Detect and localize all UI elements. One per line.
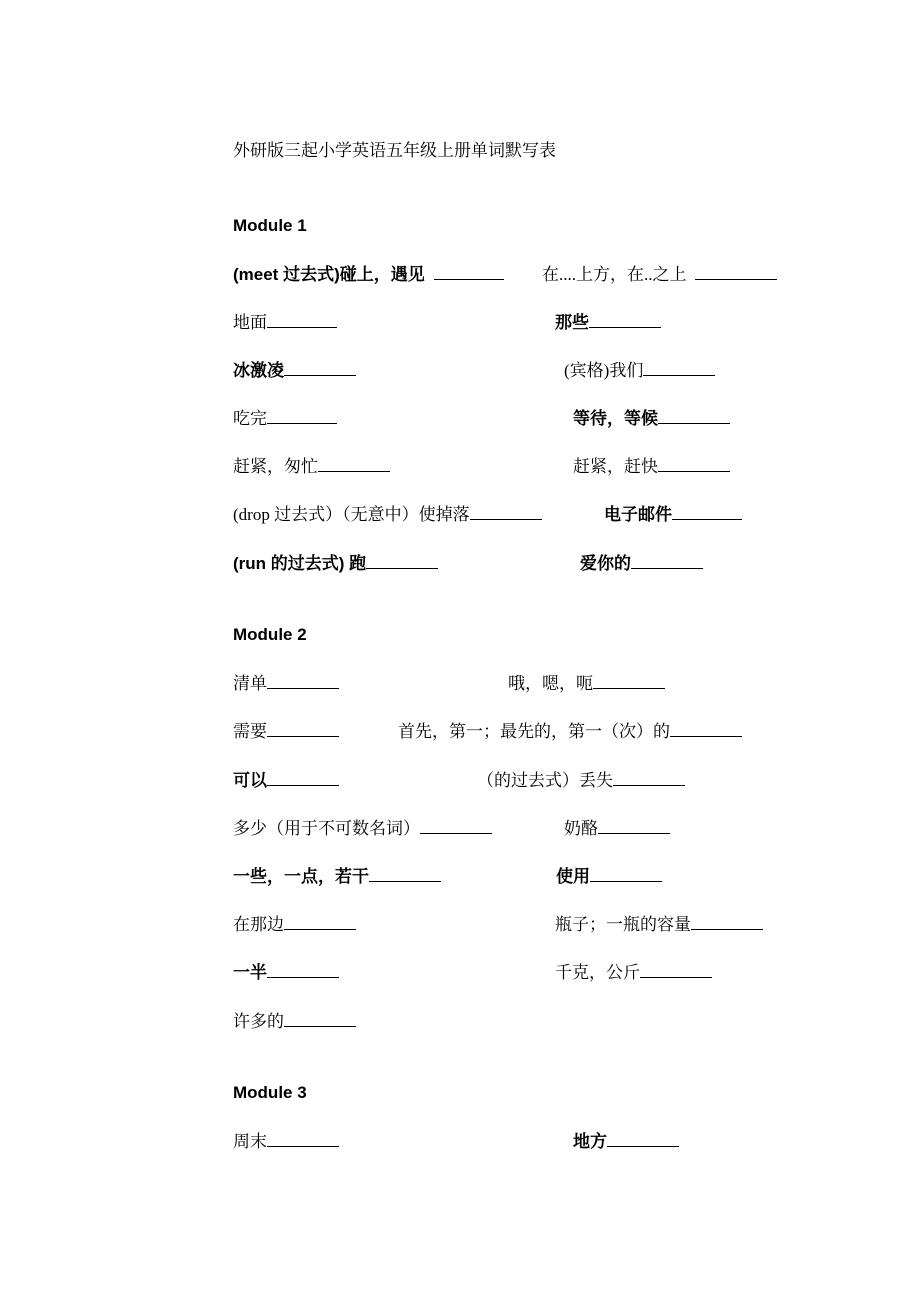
vocab-item: 瓶子；一瓶的容量 <box>555 914 763 935</box>
answer-blank[interactable] <box>267 1131 339 1147</box>
answer-blank[interactable] <box>369 866 441 882</box>
vocab-item: 赶紧，赶快 <box>573 456 730 477</box>
answer-blank[interactable] <box>695 264 777 280</box>
answer-blank[interactable] <box>613 770 685 786</box>
answer-blank[interactable] <box>284 1011 356 1027</box>
vocab-item: 赶紧，匆忙 <box>233 456 390 477</box>
answer-blank[interactable] <box>470 504 542 520</box>
answer-blank[interactable] <box>643 360 715 376</box>
vocab-item: 千克，公斤 <box>555 962 712 983</box>
answer-blank[interactable] <box>267 408 337 424</box>
vocab-item: 地面 <box>233 312 337 333</box>
vocab-item: 一些，一点，若干 <box>233 866 441 887</box>
answer-blank[interactable] <box>267 962 339 978</box>
answer-blank[interactable] <box>631 553 703 569</box>
answer-blank[interactable] <box>658 456 730 472</box>
answer-blank[interactable] <box>366 553 438 569</box>
vocab-item: (meet 过去式)碰上，遇见 <box>233 264 504 285</box>
answer-blank[interactable] <box>607 1131 679 1147</box>
answer-blank[interactable] <box>658 408 730 424</box>
vocab-item: 那些 <box>555 312 661 333</box>
answer-blank[interactable] <box>590 866 662 882</box>
vocab-item: 在....上方，在..之上 <box>542 264 777 285</box>
vocab-item: 地方 <box>573 1131 679 1152</box>
answer-blank[interactable] <box>318 456 390 472</box>
answer-blank[interactable] <box>420 818 492 834</box>
answer-blank[interactable] <box>267 673 339 689</box>
answer-blank[interactable] <box>593 673 665 689</box>
vocab-item: 吃完 <box>233 408 337 429</box>
vocab-item: （的过去式）丢失 <box>477 770 685 791</box>
answer-blank[interactable] <box>267 770 339 786</box>
answer-blank[interactable] <box>598 818 670 834</box>
module-2-heading: Module 2 <box>233 625 307 644</box>
vocab-item: 需要 <box>233 721 339 742</box>
answer-blank[interactable] <box>284 914 356 930</box>
answer-blank[interactable] <box>670 721 742 737</box>
answer-blank[interactable] <box>284 360 356 376</box>
vocab-item: (drop 过去式）（无意中）使掉落 <box>233 504 542 525</box>
vocab-item: 可以 <box>233 770 339 791</box>
vocab-item: 清单 <box>233 673 339 694</box>
vocab-item: 首先，第一；最先的，第一（次）的 <box>398 721 742 742</box>
answer-blank[interactable] <box>672 504 742 520</box>
vocab-item: 使用 <box>556 866 662 887</box>
vocab-item: (宾格)我们 <box>564 360 715 381</box>
page-title: 外研版三起小学英语五年级上册单词默写表 <box>233 141 556 160</box>
vocab-item: 电子邮件 <box>604 504 742 525</box>
module-3-heading: Module 3 <box>233 1083 307 1102</box>
answer-blank[interactable] <box>640 962 712 978</box>
answer-blank[interactable] <box>589 312 661 328</box>
vocab-item: (run 的过去式) 跑 <box>233 553 438 574</box>
answer-blank[interactable] <box>434 264 504 280</box>
vocab-item: 多少（用于不可数名词） <box>233 818 492 839</box>
answer-blank[interactable] <box>691 914 763 930</box>
module-1-heading: Module 1 <box>233 216 307 235</box>
answer-blank[interactable] <box>267 312 337 328</box>
vocab-item: 爱你的 <box>580 553 703 574</box>
vocab-item: 哦，嗯，呃 <box>508 673 665 694</box>
vocab-item: 在那边 <box>233 914 356 935</box>
vocab-item: 冰激凌 <box>233 360 356 381</box>
vocab-item: 周末 <box>233 1131 339 1152</box>
vocab-item: 许多的 <box>233 1011 356 1032</box>
vocab-item: 奶酪 <box>564 818 670 839</box>
answer-blank[interactable] <box>267 721 339 737</box>
vocab-item: 一半 <box>233 962 339 983</box>
vocab-item: 等待，等候 <box>573 408 730 429</box>
